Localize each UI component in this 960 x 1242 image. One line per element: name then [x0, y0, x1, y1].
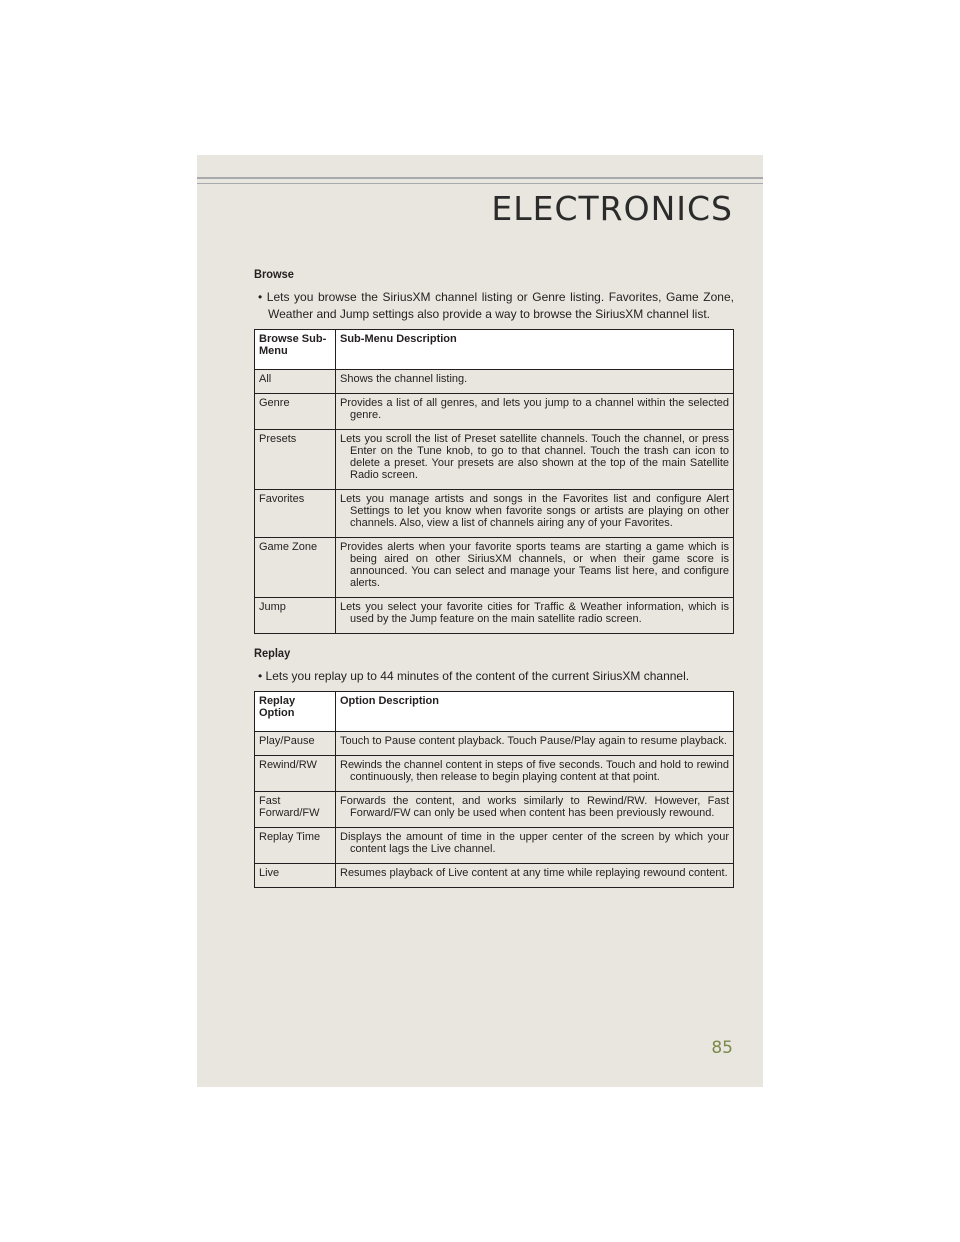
table-row — [255, 864, 734, 888]
browse-heading: Browse — [254, 267, 294, 281]
table-row — [255, 430, 734, 490]
table-row — [255, 828, 734, 864]
replay-heading: Replay — [254, 646, 291, 660]
column-header: Option Description — [336, 692, 734, 732]
description-cell: Touch to Pause content playback. Touch Pause/Play again to resume playback. — [336, 732, 734, 756]
page-content — [254, 267, 734, 888]
description-cell: Shows the channel listing. — [336, 370, 734, 394]
header-rule — [197, 177, 763, 179]
description-cell: Lets you manage artists and songs in the Favorites list and configure Alert Settings to let you know when favorite songs or artists are playing on other channels. Also, view a list of channels airing any of your Favorites. — [336, 490, 734, 538]
description-cell: Lets you select your favorite cities for Traffic & Weather information, which is used by the Jump feature on the main satellite radio screen. — [336, 598, 734, 634]
submenu-cell: Favorites — [255, 490, 336, 538]
description-cell: Provides a list of all genres, and lets you jump to a channel within the selected genre. — [336, 394, 734, 430]
page-number: 85 — [711, 1038, 733, 1058]
description-cell: Lets you scroll the list of Preset satellite channels. Touch the channel, or press Enter on the Tune knob, to go to that channel. Touch the trash can icon to delete a preset. Your presets are also shown at the top of the main Satellite Radio screen. — [336, 430, 734, 490]
option-cell: Replay Time — [255, 828, 336, 864]
table-row — [255, 756, 734, 792]
section-header: ELECTRONICS — [491, 189, 733, 228]
submenu-cell: All — [255, 370, 336, 394]
column-header: Sub-Menu Description — [336, 330, 734, 370]
submenu-cell: Jump — [255, 598, 336, 634]
description-cell: Rewinds the channel content in steps of five seconds. Touch and hold to rewind continuously, then release to begin playing content at that point. — [336, 756, 734, 792]
option-cell: Play/Pause — [255, 732, 336, 756]
submenu-cell: Presets — [255, 430, 336, 490]
option-cell: Fast Forward/FW — [255, 792, 336, 828]
description-cell: Displays the amount of time in the upper center of the screen by which your content lags the Live channel. — [336, 828, 734, 864]
description-cell: Provides alerts when your favorite sports teams are starting a game which is being aired on other SiriusXM channels, or when their game score is announced. You can select and manage your Teams list here, and configure alerts. — [336, 538, 734, 598]
table-row — [255, 394, 734, 430]
table-row — [255, 370, 734, 394]
option-cell: Rewind/RW — [255, 756, 336, 792]
submenu-cell: Game Zone — [255, 538, 336, 598]
column-header: Browse Sub-Menu — [255, 330, 336, 370]
header-rule-thin — [197, 183, 763, 184]
table-row — [255, 792, 734, 828]
table-row — [255, 598, 734, 634]
manual-page — [197, 155, 763, 1087]
replay-table — [254, 691, 734, 888]
description-cell: Forwards the content, and works similarly to Rewind/RW. However, Fast Forward/FW can only be used when content has been previously rewound. — [336, 792, 734, 828]
replay-bullet: • Lets you replay up to 44 minutes of the content of the current SiriusXM channel. — [258, 669, 690, 683]
table-header-row — [255, 692, 734, 732]
browse-bullet: • Lets you browse the SiriusXM channel listing or Genre listing. Favorites, Game Zone, Weather and Jump settings also provide a way to browse the SiriusXM channel list. — [258, 290, 734, 321]
table-row — [255, 490, 734, 538]
browse-table — [254, 329, 734, 634]
option-cell: Live — [255, 864, 336, 888]
table-row — [255, 538, 734, 598]
submenu-cell: Genre — [255, 394, 336, 430]
column-header: Replay Option — [255, 692, 336, 732]
table-header-row — [255, 330, 734, 370]
table-row — [255, 732, 734, 756]
description-cell: Resumes playback of Live content at any time while replaying rewound content. — [336, 864, 734, 888]
